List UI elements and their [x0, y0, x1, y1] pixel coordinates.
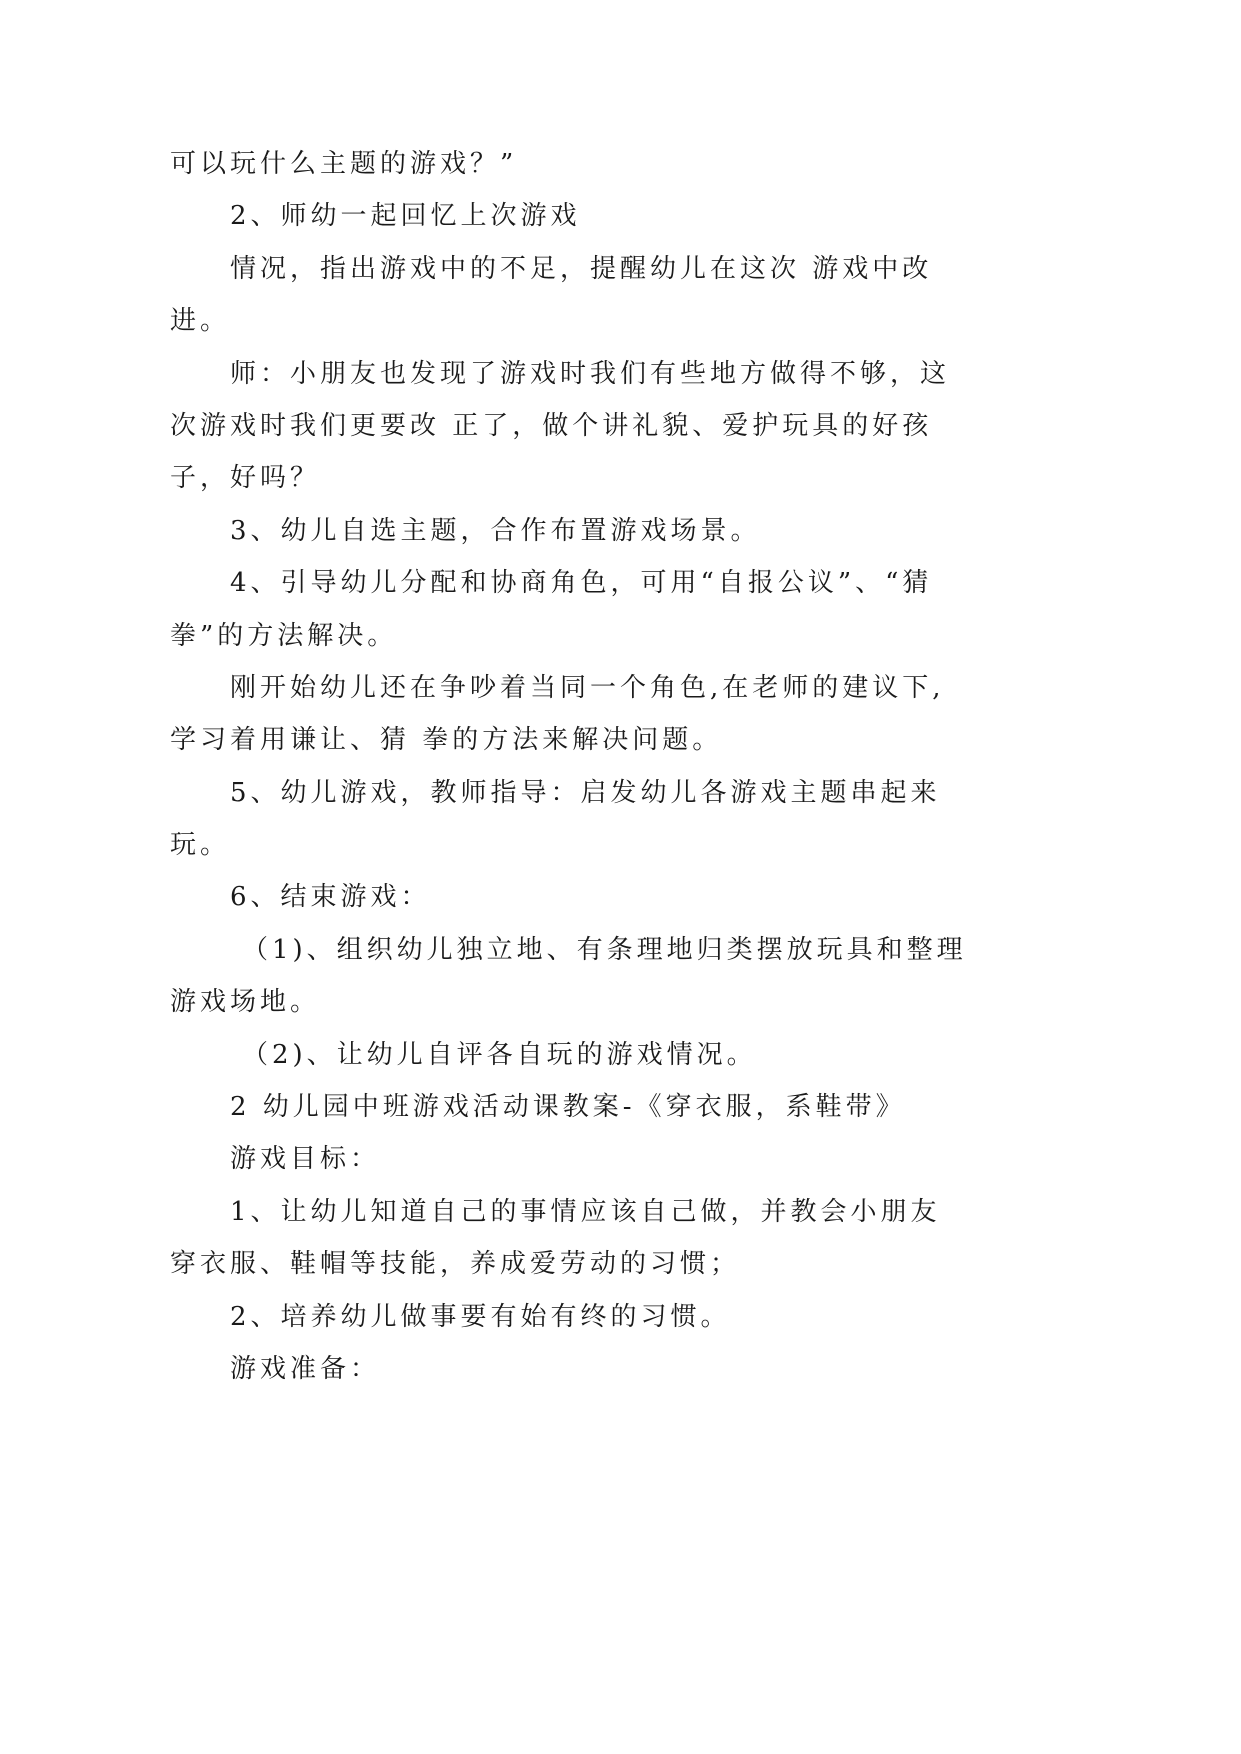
text-line: 4、引导幼儿分配和协商角色，可用“自报公议”、“猜	[230, 568, 933, 599]
text-line: 玩。	[170, 830, 231, 861]
text-line: 游戏准备：	[230, 1353, 381, 1384]
text-line: （1)、组织幼儿独立地、有条理地归类摆放玩具和整理	[242, 934, 967, 965]
text-line: 进。	[170, 306, 231, 337]
text-line: 2、师幼一起回忆上次游戏	[230, 201, 581, 232]
text-line: 穿衣服、鞋帽等技能，养成爱劳动的习惯；	[170, 1249, 741, 1280]
section-heading: 2 幼儿园中班游戏活动课教案-《穿衣服，系鞋带》	[230, 1092, 906, 1123]
text-line: 可以玩什么主题的游戏？”	[170, 149, 518, 179]
text-line: 情况，指出游戏中的不足，提醒幼儿在这次 游戏中改	[230, 253, 933, 284]
text-line: 子，好吗？	[170, 463, 321, 494]
text-line: 师：小朋友也发现了游戏时我们有些地方做得不够，这	[230, 358, 951, 389]
text-line: 次游戏时我们更要改 正了，做个讲礼貌、爱护玩具的好孩	[170, 410, 933, 441]
text-line: 游戏场地。	[170, 987, 321, 1018]
text-line: 拳”的方法解决。	[170, 620, 398, 651]
text-line: 1、让幼儿知道自己的事情应该自己做，并教会小朋友	[230, 1196, 941, 1227]
text-line: 2、培养幼儿做事要有始有终的习惯。	[230, 1301, 731, 1332]
text-line: 游戏目标：	[230, 1144, 381, 1175]
text-line: 学习着用谦让、猜 拳的方法来解决问题。	[170, 725, 723, 756]
document-body	[170, 138, 967, 1395]
text-line: 6、结束游戏：	[230, 882, 431, 913]
text-line: 5、幼儿游戏，教师指导：启发幼儿各游戏主题串起来	[230, 777, 941, 808]
text-line: 3、幼儿自选主题，合作布置游戏场景。	[230, 515, 761, 546]
text-line: （2)、让幼儿自评各自玩的游戏情况。	[242, 1039, 757, 1070]
text-line: 刚开始幼儿还在争吵着当同一个角色,在老师的建议下,	[230, 672, 945, 703]
